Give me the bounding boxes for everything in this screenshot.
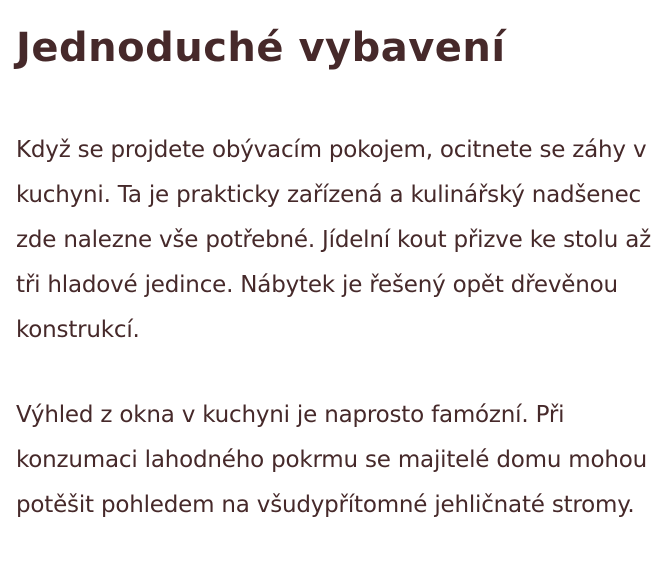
paragraph-window-view: Výhled z okna v kuchyni je naprosto famózní. Při konzumaci lahodného pokrmu se majitelé domu mohou potěšit pohledem na všudypřítomné jehličnaté stromy.	[16, 402, 648, 518]
paragraph-kitchen: Když se projdete obývacím pokojem, ocitnete se záhy v kuchyni. Ta je prakticky zařízená a kulinářský nadšenec zde nalezne vše potřebné. Jídelní kout přizve ke stolu až tři hladové jedince. Nábytek je řešený opět dřevěnou konstrukcí.	[16, 137, 651, 343]
section-heading: Jednoduché vybavení	[16, 25, 506, 71]
article-section	[16, 18, 652, 528]
